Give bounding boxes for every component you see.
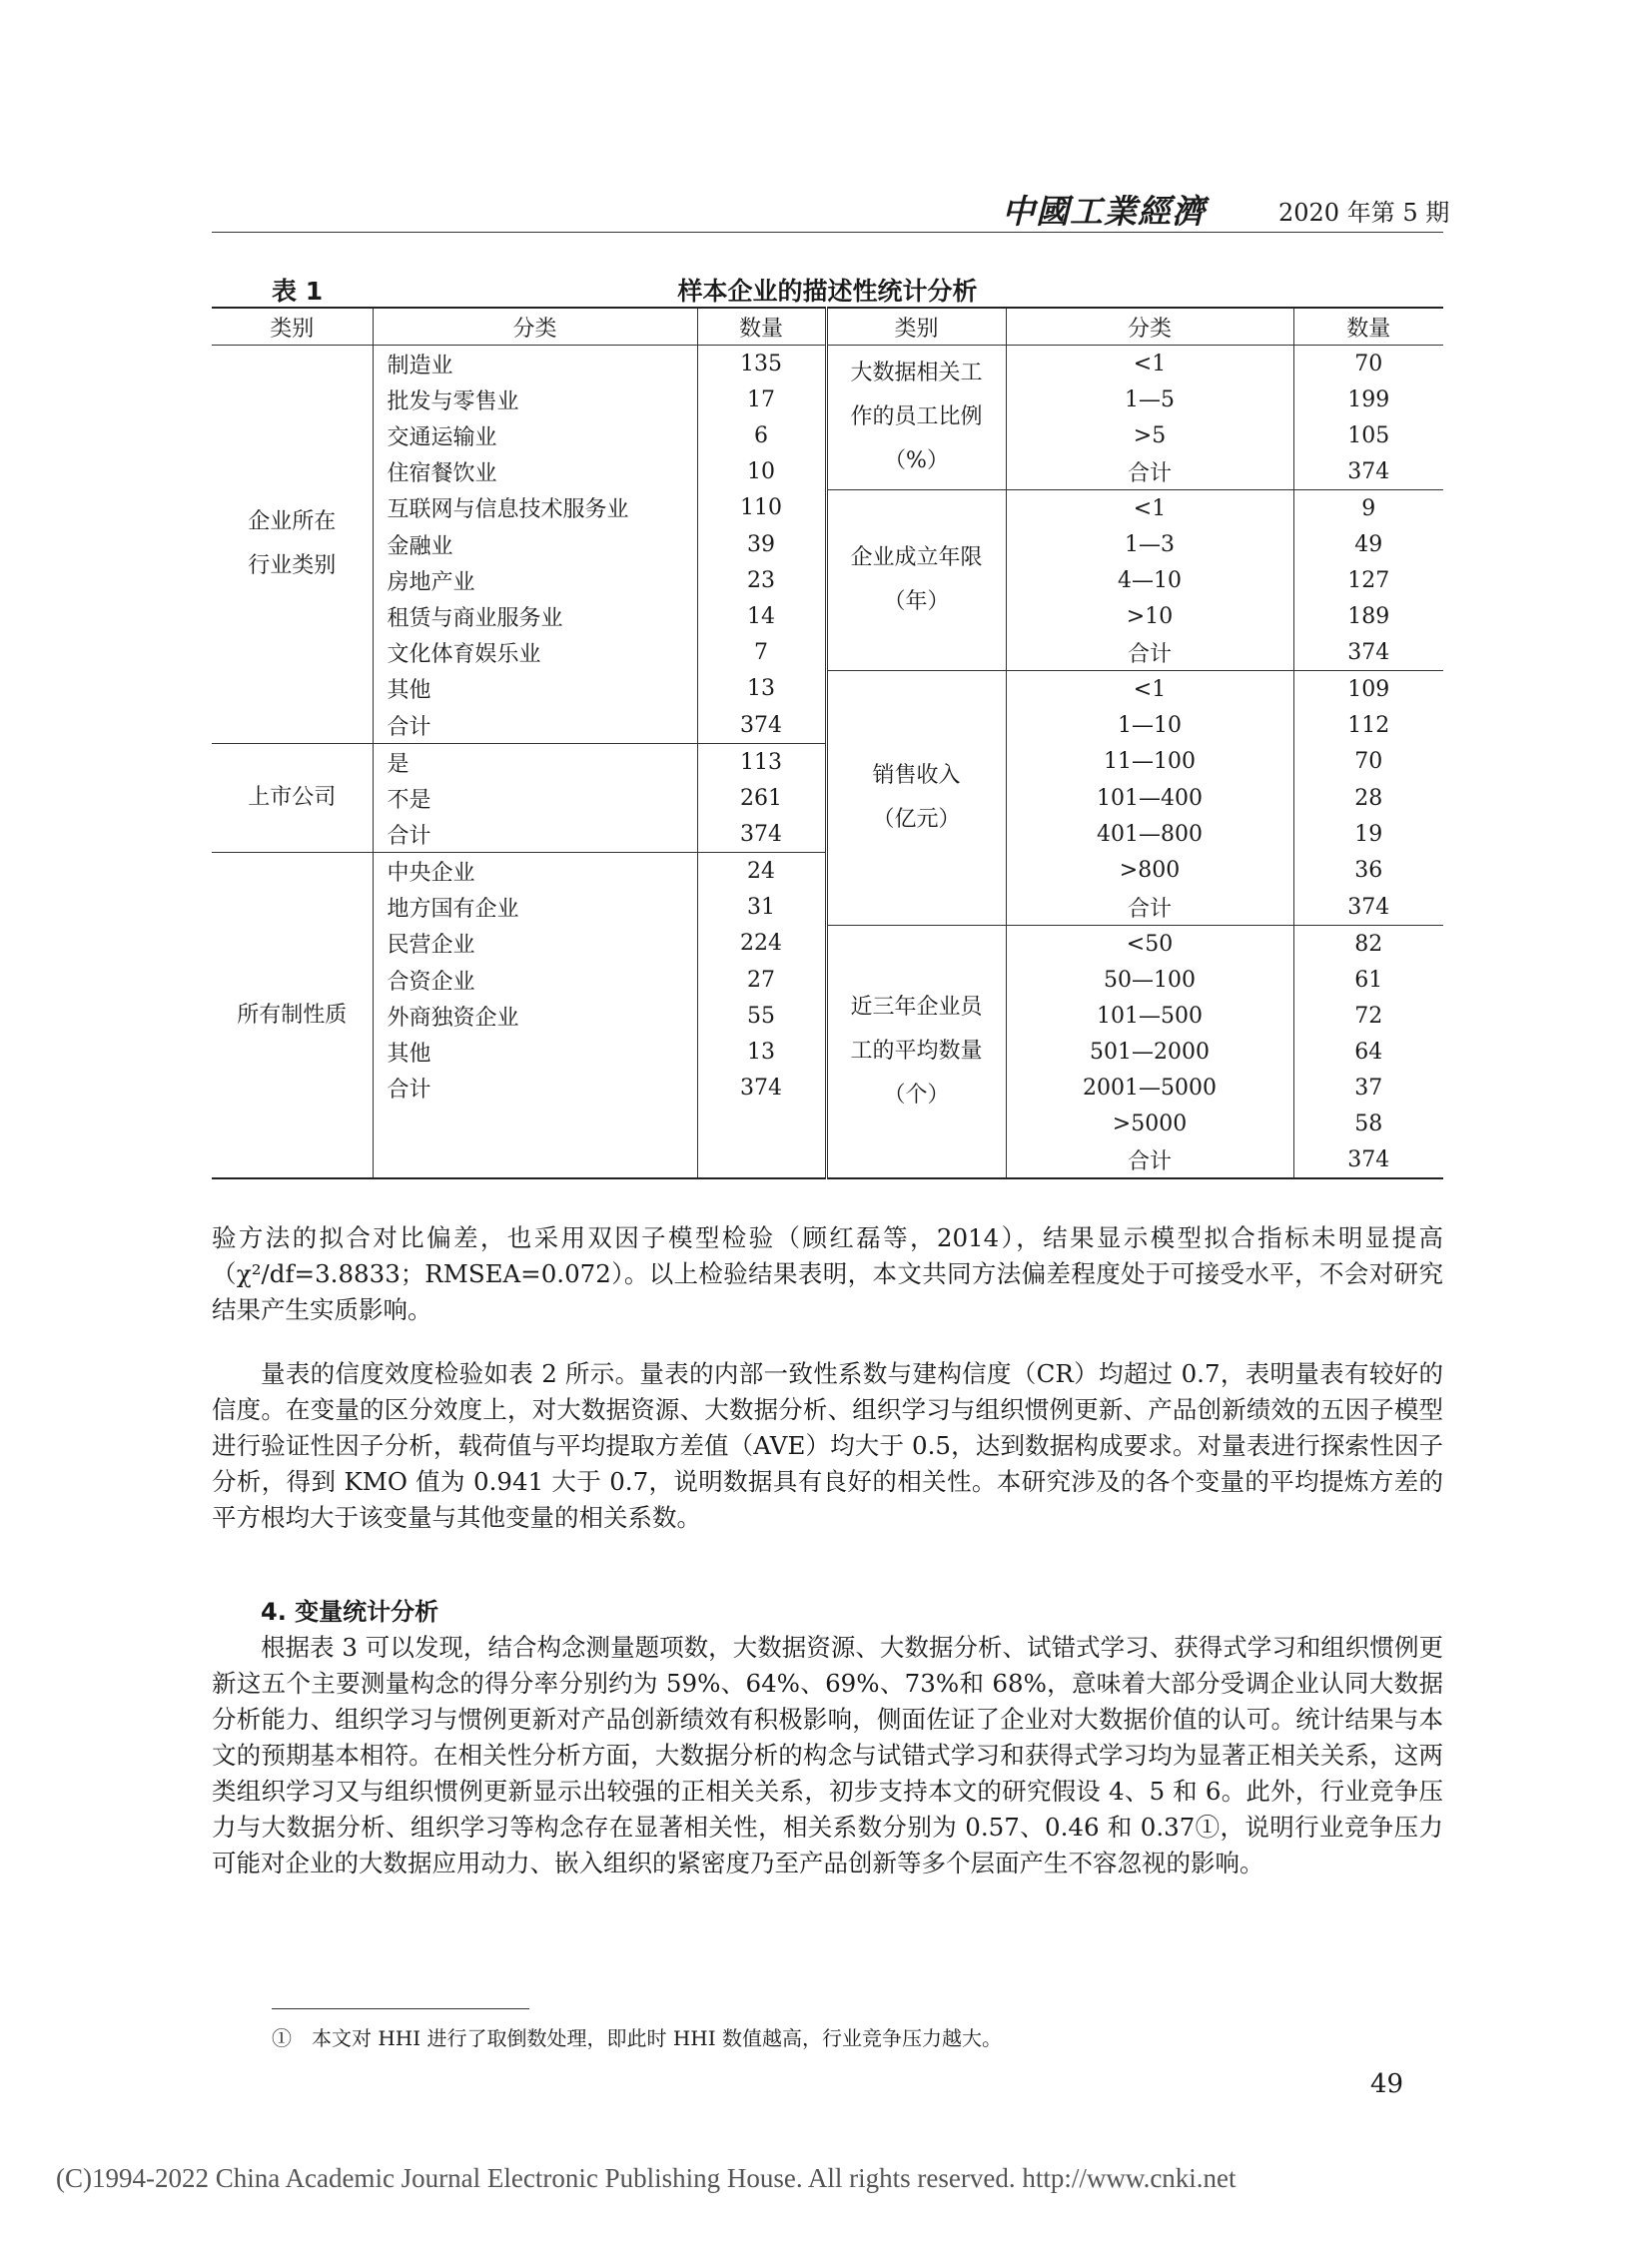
count-cell: 39	[747, 531, 775, 557]
subcategory-cell: 2001—5000	[1006, 1070, 1293, 1106]
subcategory-cell: >5000	[1006, 1106, 1293, 1141]
subcategory-cell: 11—100	[1006, 744, 1293, 781]
subcategory-cell: 是	[373, 744, 697, 781]
count-cell: 49	[1354, 531, 1383, 557]
table-row	[212, 346, 1443, 382]
count-cell: 24	[697, 853, 826, 890]
count-cell: 6	[754, 422, 768, 448]
subcategory-cell: 批发与零售业	[373, 381, 697, 417]
paragraph: 量表的信度效度检验如表 2 所示。量表的内部一致性系数与建构信度（CR）均超过 0.7，表明量表有较好的信度。在变量的区分效度上，对大数据资源、大数据分析、组织学习与组织惯例更新、产品创新绩效的五因子模型进行验证性因子分析，载荷值与平均提取方差值（AVE）均大于 0.5，达到数据构成要求。对量表进行探索性因子分析，得到 KMO 值为 0.941 大于 0.7，说明数据具有良好的相关性。本研究涉及的各个变量的平均提炼方差的平方根均大于该变量与其他变量的相关系数。	[212, 1359, 1443, 1532]
count-cell: 374	[740, 821, 782, 847]
count-cell: 82	[1293, 926, 1443, 963]
subcategory-cell: 合计	[1006, 453, 1293, 490]
header-cell: 数量	[697, 308, 826, 346]
subcategory-cell: <50	[1006, 926, 1293, 963]
count-cell: 127	[1347, 567, 1390, 593]
subcategory-cell: 合计	[373, 707, 697, 744]
count-cell: 189	[1347, 603, 1390, 629]
category-cell: 近三年企业员 工的平均数量 （个）	[826, 926, 1006, 1179]
count-cell: 135	[740, 351, 782, 376]
count-cell: 374	[740, 712, 782, 738]
count-cell: 261	[740, 785, 782, 811]
empty-cell	[697, 1141, 826, 1178]
count-cell: 70	[1354, 749, 1383, 775]
subcategory-cell: 不是	[373, 780, 697, 816]
count-cell: 13	[747, 676, 775, 702]
count-cell: 7	[754, 639, 768, 665]
category-cell: 上市公司	[212, 744, 373, 853]
count-cell: 37	[1354, 1075, 1383, 1101]
table-row	[212, 671, 1443, 708]
subcategory-cell: 50—100	[1006, 962, 1293, 998]
count-cell: 19	[1354, 821, 1383, 847]
header-cell: 数量	[1293, 308, 1443, 346]
subcategory-cell: 401—800	[1006, 816, 1293, 853]
count-cell: 55	[747, 1003, 775, 1029]
subcategory-cell: >800	[1006, 853, 1293, 890]
count-cell: 112	[1347, 712, 1390, 738]
header-cell: 分类	[1006, 308, 1293, 346]
count-cell: 70	[1354, 351, 1383, 376]
count-cell: 374	[740, 1075, 782, 1101]
count-cell: 10	[747, 458, 775, 484]
body-paragraph-1	[212, 1220, 1443, 1328]
subcategory-cell: 101—500	[1006, 998, 1293, 1034]
subcategory-cell: 合计	[1006, 1141, 1293, 1178]
count-cell: 72	[1354, 1003, 1383, 1029]
footnote-rule	[272, 2008, 529, 2009]
subcategory-cell: 1—10	[1006, 707, 1293, 744]
header-rule	[212, 232, 1443, 233]
category-cell: 大数据相关工 作的员工比例 （%）	[826, 346, 1006, 490]
count-cell: 199	[1347, 386, 1390, 412]
section-block	[212, 1594, 1443, 1881]
subcategory-cell: 外商独资企业	[373, 998, 697, 1034]
count-cell: 224	[740, 931, 782, 957]
subcategory-cell: <1	[1006, 490, 1293, 527]
subcategory-cell: 合计	[373, 1070, 697, 1106]
subcategory-cell: 住宿餐饮业	[373, 453, 697, 490]
subcategory-cell: >5	[1006, 417, 1293, 453]
subcategory-cell: 501—2000	[1006, 1034, 1293, 1070]
footnote: ① 本文对 HHI 进行了取倒数处理，即此时 HHI 数值越高，行业竞争压力越大。	[272, 2026, 1002, 2050]
paragraph: 验方法的拟合对比偏差，也采用双因子模型检验（顾红磊等，2014），结果显示模型拟合指标未明显提高（χ²/df=3.8833；RMSEA=0.072）。以上检验结果表明，本文共同方法偏差程度处于可接受水平，不会对研究结果产生实质影响。	[212, 1223, 1443, 1324]
count-cell: 109	[1293, 671, 1443, 708]
count-cell: 113	[697, 744, 826, 781]
subcategory-cell: 交通运输业	[373, 417, 697, 453]
page-number: 49	[1370, 2069, 1404, 2099]
count-cell: 36	[1354, 858, 1383, 884]
count-cell: 374	[1347, 894, 1390, 920]
subcategory-cell: 4—10	[1006, 562, 1293, 598]
empty-cell	[373, 1141, 697, 1178]
subcategory-cell: 地方国有企业	[373, 889, 697, 926]
table-row	[212, 926, 1443, 963]
body-paragraph-2	[212, 1356, 1443, 1536]
header-cell: 类别	[212, 308, 373, 346]
count-cell: 23	[747, 567, 775, 593]
subcategory-cell: 文化体育娱乐业	[373, 634, 697, 671]
count-cell: 61	[1354, 967, 1383, 993]
empty-cell	[373, 1106, 697, 1141]
category-cell: 所有制性质	[212, 853, 373, 1179]
count-cell: 374	[1293, 1141, 1443, 1178]
count-cell: 374	[1347, 458, 1390, 484]
count-cell: 105	[1347, 422, 1390, 448]
section-heading: 4. 变量统计分析	[261, 1598, 439, 1626]
subcategory-cell: 金融业	[373, 526, 697, 562]
count-cell: 31	[747, 894, 775, 920]
subcategory-cell: 民营企业	[373, 926, 697, 963]
subcategory-cell: 中央企业	[373, 853, 697, 890]
count-cell: 58	[1354, 1111, 1383, 1136]
subcategory-cell: 合计	[1006, 634, 1293, 671]
subcategory-cell: 101—400	[1006, 780, 1293, 816]
subcategory-cell: 合资企业	[373, 962, 697, 998]
copyright-notice: (C)1994-2022 China Academic Journal Electronic Publishing House. All rights reserved. http://www.cnki.net	[56, 2163, 1237, 2193]
subcategory-cell: 租赁与商业服务业	[373, 598, 697, 634]
paragraph: 根据表 3 可以发现，结合构念测量题项数，大数据资源、大数据分析、试错式学习、获得式学习和组织惯例更新这五个主要测量构念的得分率分别约为 59%、64%、69%、73%和 68%，意味着大部分受调企业认同大数据分析能力、组织学习与惯例更新对产品创新绩效有积极影响，侧面佐证了企业对大数据价值的认可。统计结果与本文的预期基本相符。在相关性分析方面，大数据分析的构念与试错式学习和获得式学习均为显著正相关关系，这两类组织学习又与组织惯例更新显示出较强的正相关关系，初步支持本文的研究假设 4、5 和 6。此外，行业竞争压力与大数据分析、组织学习等构念存在显著相关性，相关系数分别为 0.57、0.46 和 0.37①，说明行业竞争压力可能对企业的大数据应用动力、嵌入组织的紧密度乃至产品创新等多个层面产生不容忽视的影响。	[212, 1633, 1443, 1877]
subcategory-cell: 合计	[373, 816, 697, 853]
header-cell: 分类	[373, 308, 697, 346]
count-cell: 14	[747, 603, 775, 629]
subcategory-cell: 合计	[1006, 889, 1293, 926]
count-cell: 27	[747, 967, 775, 993]
subcategory-cell: 1—5	[1006, 381, 1293, 417]
subcategory-cell: 其他	[373, 671, 697, 708]
journal-logo: 中國工業經濟	[1002, 192, 1206, 231]
issue-label: 2020 年第 5 期	[1278, 199, 1450, 227]
empty-cell	[697, 1106, 826, 1141]
count-cell: 110	[740, 495, 782, 521]
subcategory-cell: 其他	[373, 1034, 697, 1070]
category-cell: 销售收入 （亿元）	[826, 671, 1006, 926]
table-title: 样本企业的描述性统计分析	[677, 277, 978, 306]
table-label: 表 1	[272, 277, 324, 306]
count-cell: 13	[747, 1039, 775, 1065]
subcategory-cell: 互联网与信息技术服务业	[373, 490, 697, 527]
table-header-row	[212, 308, 1443, 346]
table-row	[212, 490, 1443, 527]
subcategory-cell: <1	[1006, 346, 1293, 382]
category-cell: 企业所在 行业类别	[212, 346, 373, 744]
category-cell: 企业成立年限 （年）	[826, 490, 1006, 671]
descriptive-stats-table	[212, 307, 1443, 1179]
subcategory-cell: 房地产业	[373, 562, 697, 598]
count-cell: 9	[1293, 490, 1443, 527]
count-cell: 64	[1354, 1039, 1383, 1065]
count-cell: 374	[1347, 639, 1390, 665]
subcategory-cell: 1—3	[1006, 526, 1293, 562]
header-cell: 类别	[826, 308, 1006, 346]
subcategory-cell: 制造业	[373, 346, 697, 382]
count-cell: 28	[1354, 785, 1383, 811]
subcategory-cell: >10	[1006, 598, 1293, 634]
count-cell: 17	[747, 386, 775, 412]
subcategory-cell: <1	[1006, 671, 1293, 708]
